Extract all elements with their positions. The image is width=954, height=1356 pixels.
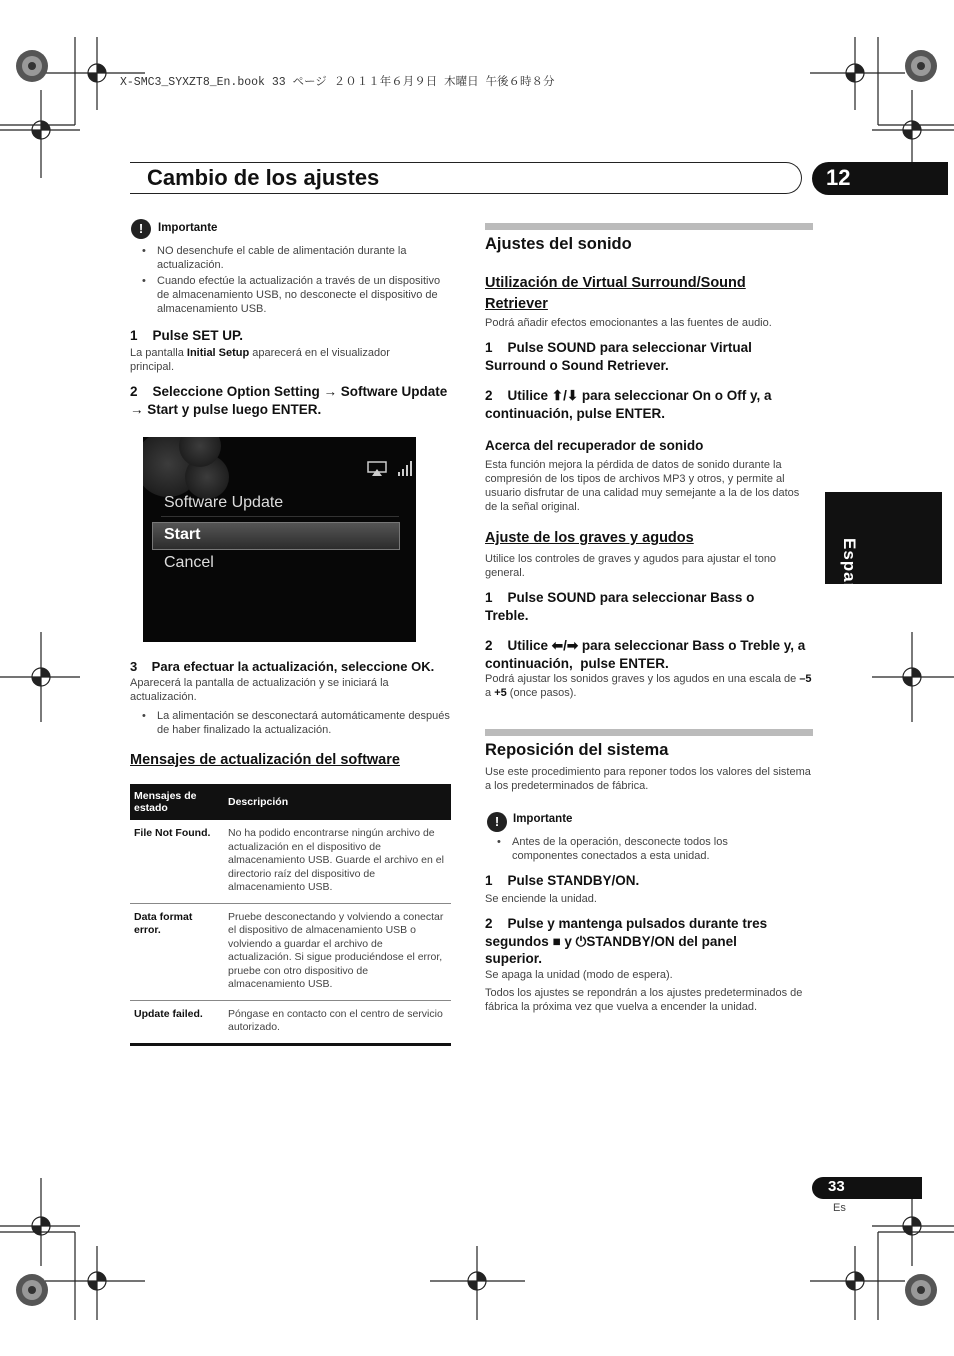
- initial-setup-term: Initial Setup: [186, 347, 250, 359]
- print-info-line: X-SMC3_SYXZT8_En.book 33 ページ ２０１１年６月９日 木曜日 午後６時８分: [120, 76, 555, 89]
- page-lang: Es: [833, 1202, 846, 1214]
- table-cell: No ha podido encontrarse ningún archivo de actualización en el dispositivo de almacenamiento USB. Guarde el archivo en el directorio raíz del dispositivo de almacenamiento USB.: [224, 820, 451, 903]
- important-label: Importante: [513, 813, 573, 825]
- table-row: [130, 903, 451, 1000]
- screen-title: Software Update: [164, 494, 284, 511]
- page-number-badge: [812, 1177, 922, 1199]
- virtual-desc: Podrá añadir efectos emocionantes a las fuentes de audio.: [485, 317, 772, 329]
- important-list: [130, 244, 450, 318]
- step-1-desc-text: La pantalla: [130, 347, 187, 359]
- bass-step-2: 2 Utilice ⬅/➡ para seleccionar Bass o Treble y, a continuación, pulse ENTER.: [485, 638, 810, 671]
- min-value: –5: [799, 673, 812, 685]
- reset-step-2: 2 Pulse y mantenga pulsados durante tres segundos ■ y ⏻STANDBY/ON del panel superior.: [485, 916, 771, 966]
- reset-step-1-desc: Se enciende la unidad.: [485, 893, 597, 905]
- table-cell: File Not Found.: [130, 820, 224, 903]
- step-2: 2 Seleccione Option Setting → Software Update → Start y pulse luego ENTER.: [130, 384, 452, 417]
- bass-heading: Ajuste de los graves y agudos: [485, 530, 694, 546]
- bass-step-2-desc: [485, 672, 813, 700]
- reset-important-list: [485, 835, 785, 865]
- table-row: [130, 820, 451, 903]
- table-cell: Pruebe desconectando y volviendo a conectar el dispositivo de almacenamiento USB o volviendo a guardar el archivo de actualización. Si sigue produciéndose el error, pruebe con otro dispositivo de almacenamiento USB.: [224, 903, 451, 1000]
- section-bar: [485, 729, 813, 736]
- section-bar: [485, 223, 813, 230]
- bass-desc-text: (once pasos).: [506, 687, 577, 699]
- table-header-row: [130, 784, 451, 820]
- step-3-desc: Aparecerá la pantalla de actualización y se iniciará la actualización.: [130, 677, 389, 703]
- important-bullet: • Cuando efectúe la actualización a través de un dispositivo de almacenamiento USB, no desconecte el dispositivo de almacenamiento USB.: [130, 274, 450, 316]
- airplay-icon: [367, 461, 387, 477]
- bass-step-1: 1 Pulse SOUND para seleccionar Bass o Treble.: [485, 590, 759, 623]
- reset-step-2-desc-2: Todos los ajustes se repondrán a los ajustes predeterminados de fábrica la próxima vez que vuelva a encender la unidad.: [485, 987, 803, 1013]
- step-1-desc-text: aparecerá en el visualizador principal.: [130, 347, 390, 373]
- messages-table: [130, 784, 451, 1046]
- table-cell: Data format error.: [130, 903, 224, 1000]
- table-cell: Póngase en contacto con el centro de servicio autorizado.: [224, 1000, 451, 1044]
- important-label: Importante: [158, 222, 218, 234]
- reset-step-1: 1 Pulse STANDBY/ON.: [485, 873, 640, 888]
- virtual-step-1: 1 Pulse SOUND para seleccionar Virtual Surround o Sound Retriever.: [485, 340, 756, 373]
- page-number: 33: [828, 1178, 845, 1195]
- step-3-bullet: • La alimentación se desconectará automáticamente después de haber finalizado la actualización.: [130, 709, 450, 737]
- bass-desc-text: Podrá ajustar los sonidos graves y los agudos en una escala de: [485, 673, 800, 685]
- reset-heading: Reposición del sistema: [485, 741, 669, 759]
- virtual-step-2: 2 Utilice ⬆/⬇ para seleccionar On o Off y, a continuación, pulse ENTER.: [485, 388, 776, 421]
- chapter-badge: [812, 162, 948, 195]
- bass-desc-text: a: [485, 687, 495, 699]
- signal-strength-icon: [397, 459, 413, 477]
- device-screen: [143, 437, 416, 642]
- chapter-number: 12: [826, 165, 851, 190]
- menu-option-cancel[interactable]: Cancel: [164, 554, 214, 571]
- step-3: 3 Para efectuar la actualización, seleccione OK.: [130, 659, 435, 674]
- retriever-heading: Acerca del recuperador de sonido: [485, 438, 704, 453]
- bass-desc: Utilice los controles de graves y agudos para ajustar el tono general.: [485, 553, 777, 579]
- important-icon: !: [487, 812, 507, 832]
- step-1-desc: [130, 346, 430, 374]
- table-header: Mensajes de estado: [130, 784, 224, 820]
- important-icon: !: [131, 219, 151, 239]
- messages-heading: Mensajes de actualización del software: [130, 752, 400, 768]
- max-value: +5: [494, 687, 507, 699]
- important-bullet: • Antes de la operación, desconecte todos los componentes conectados a esta unidad.: [485, 835, 785, 863]
- reset-desc: Use este procedimiento para reponer todos los valores del sistema a los predeterminados de fábrica.: [485, 766, 811, 792]
- table-row: [130, 1000, 451, 1044]
- menu-option-start[interactable]: Start: [164, 526, 201, 543]
- table-cell: Update failed.: [130, 1000, 224, 1044]
- retriever-desc: Esta función mejora la pérdida de datos de sonido durante la compresión de los tipos de archivos MP3 y otros, y permite al usuario disfrutar de una calidad muy semejante a la de los datos de la señal original.: [485, 459, 800, 513]
- important-bullet: • NO desenchufe el cable de alimentación durante la actualización.: [130, 244, 450, 272]
- screen-divider: [161, 516, 399, 517]
- language-tab: [825, 492, 942, 612]
- page-title: Cambio de los ajustes: [147, 165, 380, 190]
- table-header: Descripción: [224, 784, 451, 820]
- virtual-heading: Utilización de Virtual Surround/Sound Retriever: [485, 275, 746, 312]
- step-3-list: [130, 709, 450, 739]
- reset-step-2-desc: Se apaga la unidad (modo de espera).: [485, 969, 673, 981]
- language-tab-label: Español: [840, 538, 859, 612]
- step-1: 1 Pulse SET UP.: [130, 328, 244, 343]
- sound-heading: Ajustes del sonido: [485, 235, 632, 253]
